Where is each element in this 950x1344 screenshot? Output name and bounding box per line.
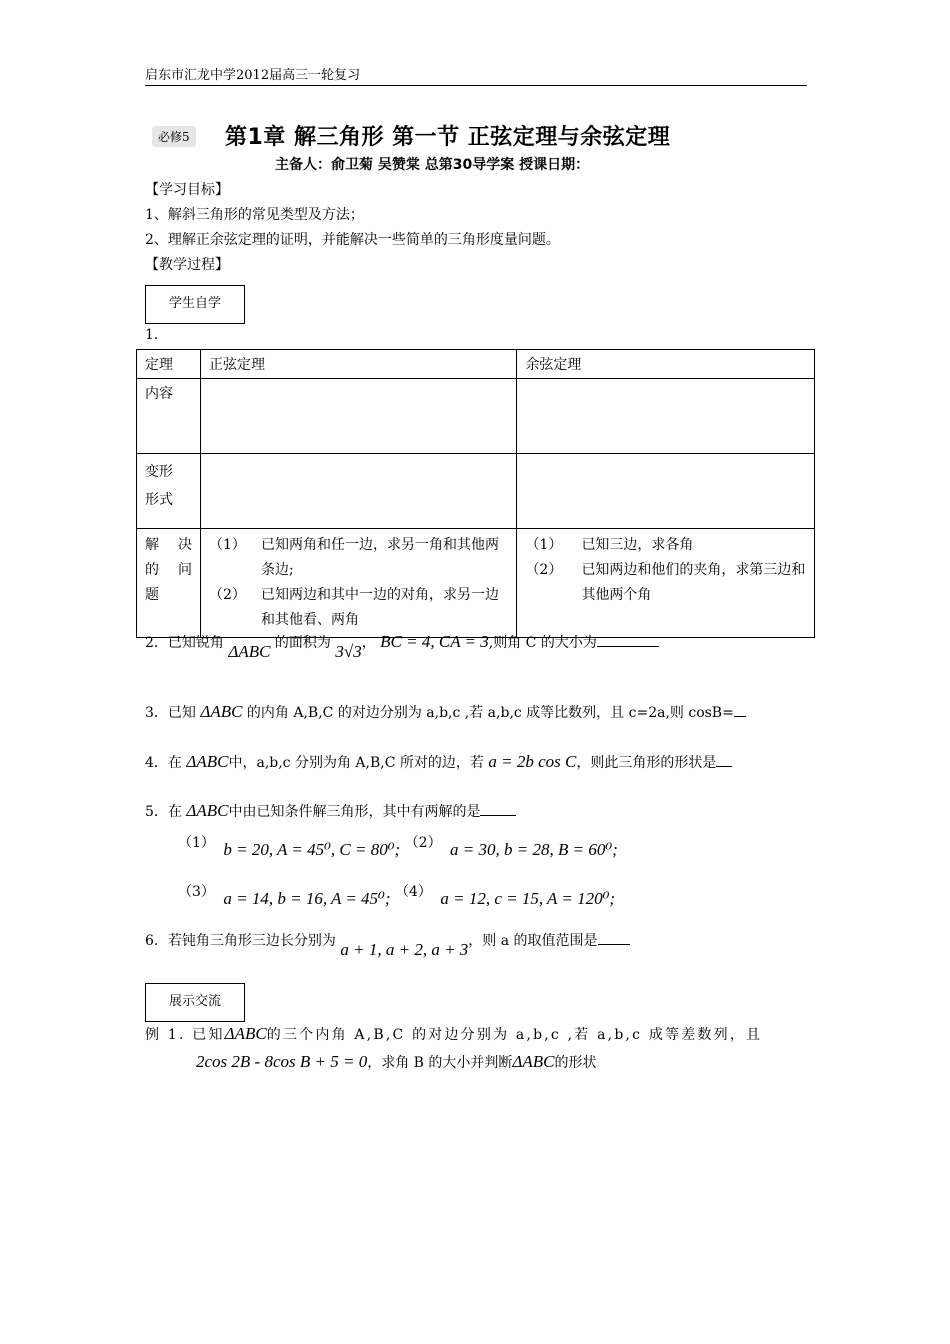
- example-1-triangle: ΔABC: [224, 1024, 267, 1043]
- example-1-text-b: 的三个内角 A,B,C 的对边分别为 a,b,c ,若 a,b,c 成等差数列，且: [266, 1027, 763, 1043]
- q5-option-1-expr: b = 20, A = 45⁰, C = 80⁰;: [223, 840, 401, 859]
- list-item: [525, 533, 806, 558]
- list-item-number: （1）: [208, 537, 246, 553]
- q6-expression: a + 1, a + 2, a + 3: [340, 940, 469, 959]
- q6-text-b: ，则 a 的取值范围是: [468, 933, 598, 949]
- list-item-text: 已知两边和其中一边的对角，求另一边和其他看、两角: [260, 587, 499, 628]
- example-1-text-c: ，求角 B 的大小并判断: [367, 1055, 513, 1071]
- list-item-number: （2）: [208, 587, 246, 603]
- q5-triangle: ΔABC: [186, 801, 229, 820]
- page-title: 第1章 解三角形 第一节 正弦定理与余弦定理: [225, 125, 671, 150]
- example-1-text-d: 的形状: [554, 1055, 597, 1071]
- row-label-variant-1: 变形: [145, 464, 173, 480]
- q6-answer-blank[interactable]: [598, 930, 630, 945]
- theorem-table: [136, 349, 815, 638]
- list-item: [209, 533, 508, 583]
- q2-text-c: ，: [361, 635, 376, 651]
- list-item-number: （1）: [525, 537, 563, 553]
- header-divider: [145, 85, 807, 86]
- q3-text-b: 的内角 A,B,C 的对边分别为 a,b,c ,若 a,b,c 成等比数列，且 c=2a,则 cosB=: [246, 705, 734, 721]
- q2-area: 3√3: [335, 642, 362, 661]
- school-header: 启东市汇龙中学2012届高三一轮复习: [145, 68, 361, 83]
- example-1-text-a: 例 1. 已知: [145, 1027, 225, 1043]
- table-header-sine: 正弦定理: [200, 350, 516, 379]
- q5-answer-blank[interactable]: [480, 801, 516, 816]
- goals-heading: 【学习目标】: [145, 182, 229, 198]
- question-5: [145, 801, 516, 821]
- q2-text-d: ,则角 C 的大小为: [488, 635, 597, 651]
- solve-char-1: 解: [145, 537, 159, 553]
- table-header-cosine: 余弦定理: [517, 350, 815, 379]
- q3-triangle: ΔABC: [200, 702, 243, 721]
- solve-char-3: 的: [145, 562, 159, 578]
- goal-2: 2、理解正余弦定理的证明，并能解决一些简单的三角形度量问题。: [145, 232, 560, 248]
- q2-sides: BC = 4, CA = 3: [380, 632, 489, 651]
- list-item: [525, 558, 806, 608]
- example-1-triangle-2: ΔABC: [512, 1052, 555, 1071]
- solve-char-2: 决: [177, 537, 192, 553]
- q5-text-b: 中由已知条件解三角形，其中有两解的是: [228, 804, 481, 820]
- table-header-row: [137, 350, 815, 379]
- q5-option-4-number: （4）: [395, 884, 432, 900]
- q5-option-2-number: （2）: [404, 835, 442, 851]
- table-header-theorem: 定理: [137, 350, 201, 379]
- row-label-variant: [137, 454, 201, 529]
- q4-triangle: ΔABC: [186, 752, 229, 771]
- example-1-equation: 2cos 2B - 8cos B + 5 = 0: [196, 1052, 368, 1071]
- q4-answer-blank[interactable]: [716, 752, 732, 767]
- cosine-content-cell: [517, 379, 815, 454]
- goal-1: 1、解斜三角形的常见类型及方法；: [145, 207, 364, 223]
- q3-answer-blank[interactable]: [734, 702, 746, 717]
- exchange-label: 展示交流: [168, 994, 221, 1009]
- q6-text-a: 6．若钝角三角形三边长分别为: [145, 933, 336, 949]
- q4-text-c: ，则此三角形的形状是: [576, 755, 717, 771]
- q5-option-2-expr: a = 30, b = 28, B = 60⁰;: [450, 840, 618, 859]
- cosine-solve-cell: [517, 529, 815, 638]
- table-row-variant: [137, 454, 815, 529]
- sine-variant-cell: [200, 454, 516, 529]
- question-1-label: 1.: [145, 327, 159, 343]
- question-4: [145, 752, 732, 772]
- self-study-box: [145, 285, 245, 324]
- cosine-variant-cell: [517, 454, 815, 529]
- q5-option-3-number: （3）: [178, 884, 215, 900]
- row-label-content: 内容: [137, 379, 201, 454]
- q5-text-a: 5．在: [145, 804, 182, 820]
- list-item-number: （2）: [525, 562, 563, 578]
- row-label-solve: [137, 529, 201, 638]
- row-label-variant-2: 形式: [145, 492, 173, 508]
- q2-answer-blank[interactable]: [597, 632, 659, 647]
- page-subtitle: 主备人：俞卫菊 吴赞棠 总第30导学案 授课日期：: [275, 157, 590, 173]
- q4-text-b: 中，a,b,c 分别为角 A,B,C 所对的边，若: [228, 755, 484, 771]
- q2-text-a: 2．已知锐角: [145, 635, 224, 651]
- question-3: [145, 702, 746, 722]
- question-6: [145, 930, 630, 959]
- self-study-label: 学生自学: [168, 296, 221, 311]
- sine-content-cell: [200, 379, 516, 454]
- question-2: [145, 632, 659, 661]
- q5-option-4-expr: a = 12, c = 15, A = 120⁰;: [440, 889, 616, 908]
- list-item-text: 已知两角和任一边，求另一角和其他两条边;: [260, 537, 499, 578]
- q5-options-row-2: [178, 881, 616, 908]
- q3-text-a: 3．已知: [145, 705, 196, 721]
- list-item-text: 已知三边，求各角: [581, 537, 694, 553]
- list-item-text: 已知两边和他们的夹角，求第三边和其他两个角: [581, 562, 806, 603]
- q2-text-b: 的面积为: [274, 635, 331, 651]
- solve-char-4: 问: [177, 562, 192, 578]
- example-1-line-2: [196, 1052, 597, 1072]
- q4-text-a: 4．在: [145, 755, 182, 771]
- q4-equation: a = 2b cos C: [488, 752, 577, 771]
- exchange-box: [145, 983, 245, 1022]
- solve-char-5: 题: [145, 587, 159, 603]
- q5-option-1-number: （1）: [178, 835, 215, 851]
- table-row-solve: [137, 529, 815, 638]
- process-heading: 【教学过程】: [145, 257, 229, 273]
- table-row-content: [137, 379, 815, 454]
- sine-solve-cell: [200, 529, 516, 638]
- list-item: [209, 583, 508, 633]
- q2-triangle: ΔABC: [228, 642, 271, 661]
- example-1-line-1: [145, 1024, 815, 1044]
- course-badge: 必修5: [152, 126, 196, 147]
- q5-option-3-expr: a = 14, b = 16, A = 45⁰;: [223, 889, 391, 908]
- q5-options-row-1: [178, 832, 618, 859]
